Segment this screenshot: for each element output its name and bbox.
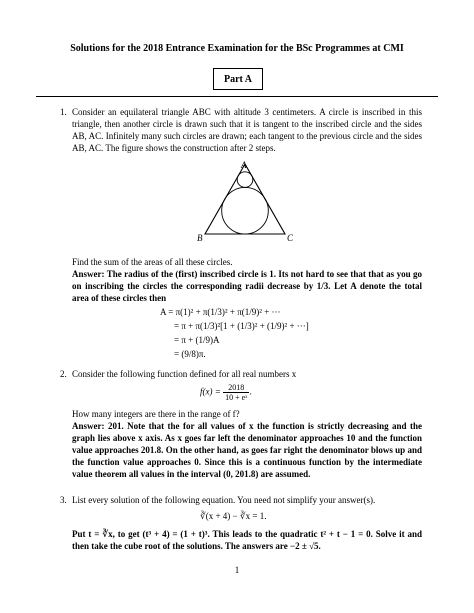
q2-answer: Answer: 201. Note that the for all values of x the function is strictly decreasing and the graph lies above x axis. As x goes far left the denominator approaches 10 and the function value approaches 201.8. On the other hand, as goes far right the denominator blows up and the function value approaches 0. Since this is a continuous function by the intermediate value theorem all values in the interval (0, 201.8) are assumed. xyxy=(72,421,422,479)
inscribed-circle-2 xyxy=(237,172,253,188)
page-number: 1 xyxy=(234,565,240,575)
q1-answer: Answer: The radius of the (first) inscribed circle is 1. Its not hard to see that that as you go on inscribing the circles the corresponding radii decrease by 1/3. Let A denote the total area of these circles then xyxy=(72,269,422,303)
f-denominator: 10 + eˣ xyxy=(225,393,248,402)
page-title: Solutions for the 2018 Entrance Examination for the BSc Programmes at CMI xyxy=(70,43,404,54)
f-tail: . xyxy=(249,386,252,397)
q3-equation: ∛(x + 4) − ∛x = 1. xyxy=(200,511,267,521)
inscribed-circle-1 xyxy=(222,187,269,234)
label-b: B xyxy=(197,233,203,243)
q1-eq-line-2: = π + π(1/3)²[1 + (1/3)² + (1/9)² + ···] xyxy=(174,321,309,331)
q2-number: 2. xyxy=(60,369,67,379)
q1-question: Find the sum of the areas of all these circles. xyxy=(72,257,233,267)
q2-question: How many integers are there in the range of f? xyxy=(72,409,240,419)
triangle-figure xyxy=(195,160,295,242)
q2-text: Consider the following function defined for all real numbers x xyxy=(72,369,297,379)
q3-answer: Put t = ∛x, to get (t³ + 4) = (1 + t)³. This leads to the quadratic t² + t − 1 = 0. Solve it and then take the cube root of the solutions. The answers are −2 ± √5. xyxy=(72,529,422,551)
f-fraction xyxy=(223,383,252,402)
q1-eq-line-4: = (9/8)π. xyxy=(174,349,206,359)
q1-number: 1. xyxy=(60,107,67,117)
divider xyxy=(36,96,438,97)
f-lhs: f(x) = xyxy=(200,386,221,397)
q2-function xyxy=(200,383,252,402)
q3-text: List every solution of the following equation. You need not simplify your answer(s). xyxy=(72,495,376,505)
label-a: A xyxy=(241,160,247,170)
part-heading: Part A xyxy=(213,68,263,90)
q1-eq-line-1: A = π(1)² + π(1/3)² + π(1/9)² + ··· xyxy=(160,307,281,317)
q1-text: Consider an equilateral triangle ABC with altitude 3 centimeters. A circle is inscribed in this triangle, then another circle is drawn such that it is tangent to the inscribed circle and the sides AB, AC. Infinitely many such circles are drawn; each tangent to the previous circle and the sides AB, AC. The figure shows the construction after 2 steps. xyxy=(72,107,422,153)
triangle-abc xyxy=(205,164,285,234)
q3-number: 3. xyxy=(60,495,67,505)
label-c: C xyxy=(287,233,294,243)
f-numerator: 2018 xyxy=(223,383,249,393)
q1-eq-line-3: = π + (1/9)A xyxy=(174,335,220,345)
